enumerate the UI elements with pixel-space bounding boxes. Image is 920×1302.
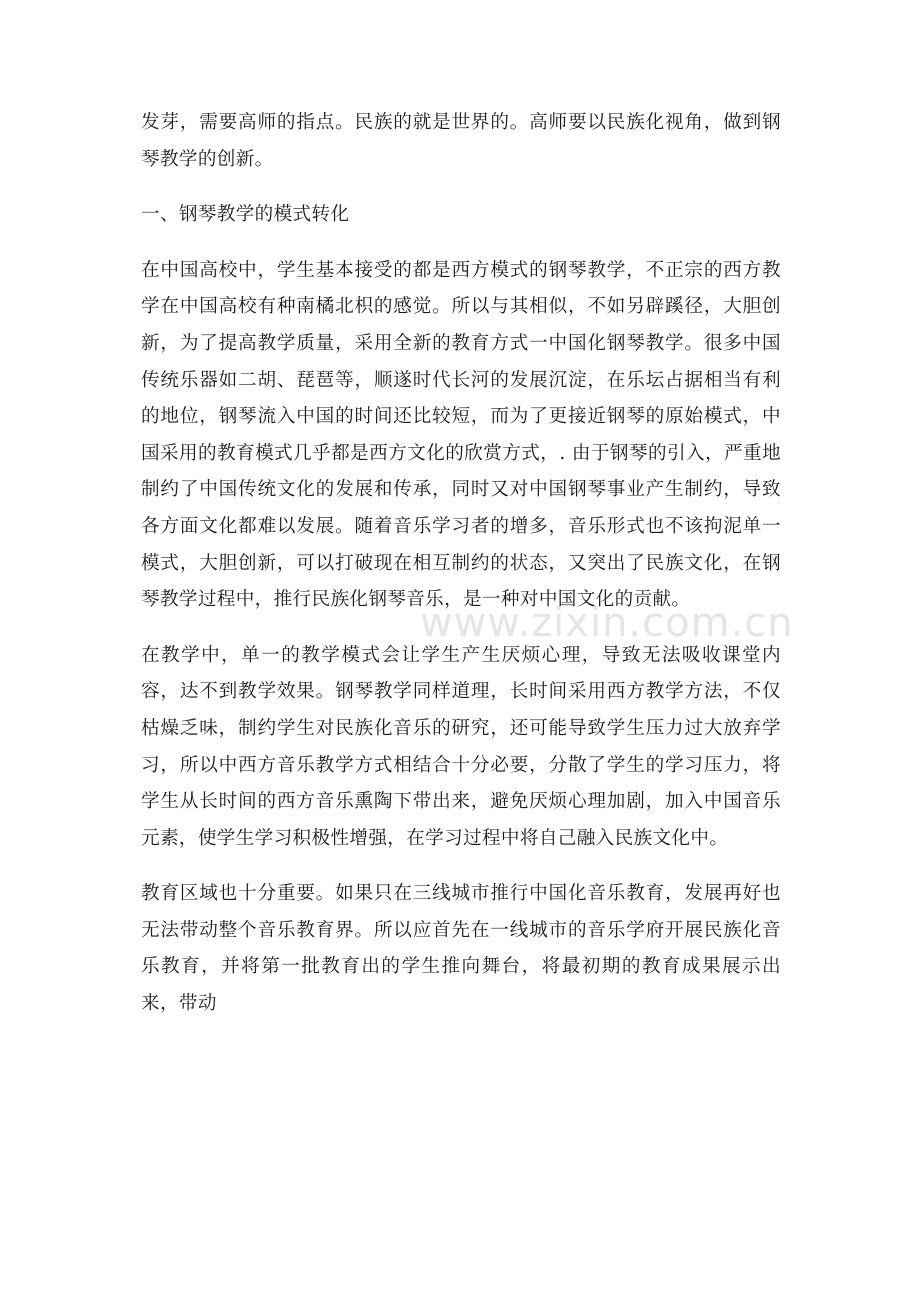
paragraph-intro-continuation: 发芽，需要高师的指点。民族的就是世界的。高师要以民族化视角，做到钢琴教学的创新。: [141, 112, 781, 170]
paragraph-body-2: 在教学中，单一的教学模式会让学生产生厌烦心理，导致无法吸收课堂内容，达不到教学效果。钢琴教学同样道理，长时间采用西方教学方法，不仅枯燥乏味，制约学生对民族化音乐的研究，还可能导致学生压力过大放弃学习，所以中西方音乐教学方式相结合十分必要，分散了学生的学习压力，将学生从长时间的西方音乐熏陶下带出来，避免厌烦心理加剧，加入中国音乐元素，使学生学习积极性增强，在学习过程中将自己融入民族文化中。: [141, 644, 781, 849]
watermark: www.zixin.com.cn: [420, 600, 794, 646]
document-body: [141, 105, 781, 1042]
paragraph-body-1: 在中国高校中，学生基本接受的都是西方模式的钢琴教学，不正宗的西方教学在中国高校有种南橘北枳的感觉。所以与其相似，不如另辟蹊径，大胆创新，为了提高教学质量，采用全新的教育方式一中国化钢琴教学。很多中国传统乐器如二胡、琵琶等，顺遂时代长河的发展沉淀，在乐坛占据相当有利的地位，钢琴流入中国的时间还比较短，而为了更接近钢琴的原始模式，中国采用的教育模式几乎都是西方文化的欣赏方式，. 由于钢琴的引入，严重地制约了中国传统文化的发展和传承，同时又对中国钢琴事业产生制约，导致各方面文化都难以发展。随着音乐学习者的增多，音乐形式也不该拘泥单一模式，大胆创新，可以打破现在相互制约的状态，又突出了民族文化，在钢琴教学过程中，推行民族化钢琴音乐，是一种对中国文化的贡献。: [141, 259, 781, 611]
section-heading: 一、钢琴教学的模式转化: [141, 204, 350, 226]
paragraph-body-3: 教育区域也十分重要。如果只在三线城市推行中国化音乐教育，发展再好也无法带动整个音乐教育界。所以应首先在一线城市的音乐学府开展民族化音乐教育，并将第一批教育出的学生推向舞台，将最初期的教育成果展示出来，带动: [141, 883, 781, 1015]
